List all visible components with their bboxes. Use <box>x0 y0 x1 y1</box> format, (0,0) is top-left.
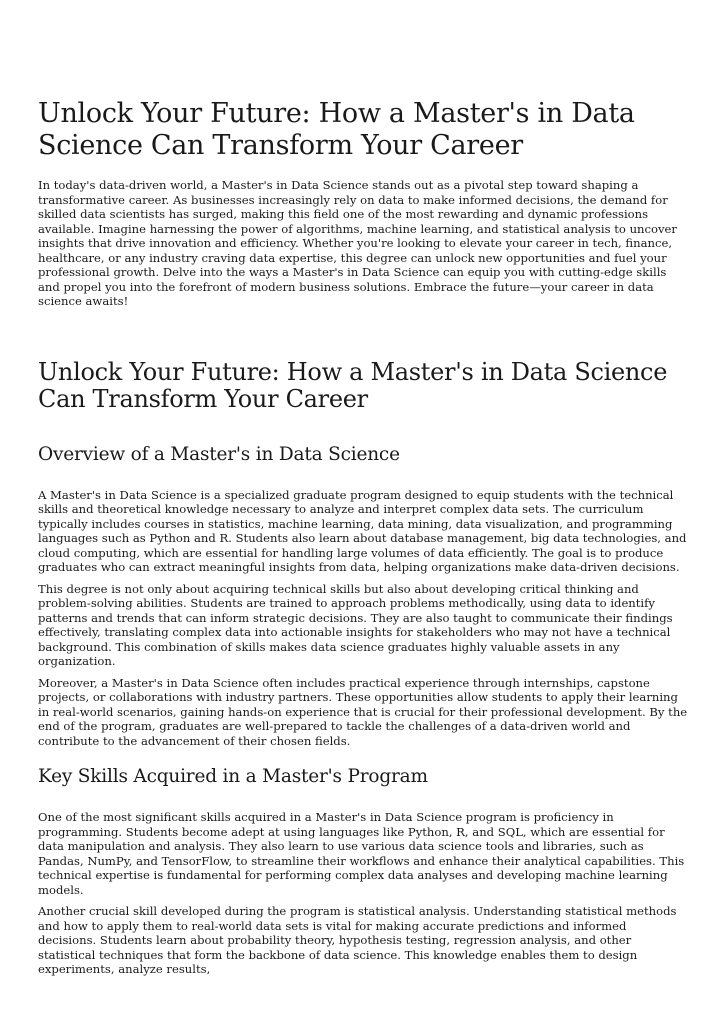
page-title: Unlock Your Future: How a Master's in Data Science Can Transform Your Career <box>38 98 635 161</box>
overview-paragraph-2: This degree is not only about acquiring technical skills but also about developing critical thinking and problem-solving abilities. Students are trained to approach problems methodically, using data to identify patterns and trends that can inform strategic decisions. They are also taught to communicate their findings effectively, translating complex data into actionable insights for stakeholders who may not have a technical background. This combination of skills makes data science graduates highly valuable assets in any organization. <box>38 581 673 668</box>
skills-paragraph-2: Another crucial skill developed during the program is statistical analysis. Understanding statistical methods and how to apply them to real-world data sets is vital for making accurate predictions and informed decisions. Students learn about probability theory, hypothesis testing, regression analysis, and other statistical techniques that form the backbone of data science. This knowledge enables them to design experiments, analyze results, <box>38 904 677 976</box>
section-heading-overview: Overview of a Master's in Data Science <box>38 443 400 465</box>
section-heading-key-skills: Key Skills Acquired in a Master's Program <box>38 766 428 787</box>
article-subtitle: Unlock Your Future: How a Master's in Data Science Can Transform Your Career <box>38 357 668 413</box>
skills-paragraph-1: One of the most significant skills acquired in a Master's in Data Science program is proficiency in programming. Students become adept at using languages like Python, R, and SQL, which are essential for data manipulation and analysis. They also learn to use various data science tools and libraries, such as Pandas, NumPy, and TensorFlow, to streamline their workflows and enhance their analytical capabilities. This technical expertise is fundamental for performing complex data analyses and developing machine learning models. <box>38 810 685 897</box>
intro-paragraph: In today's data-driven world, a Master's in Data Science stands out as a pivotal step toward shaping a transformative career. As businesses increasingly rely on data to make informed decisions, the demand for skilled data scientists has surged, making this field one of the most rewarding and dynamic professions available. Imagine harnessing the power of algorithms, machine learning, and statistical analysis to uncover insights that drive innovation and efficiency. Whether you're looking to elevate your career in tech, finance, healthcare, or any industry craving data expertise, this degree can unlock new opportunities and fuel your professional growth. Delve into the ways a Master's in Data Science can equip you with cutting-edge skills and propel you into the forefront of modern business solutions. Embrace the future—your career in data science awaits! <box>38 178 677 308</box>
overview-paragraph-3: Moreover, a Master's in Data Science often includes practical experience through internships, capstone projects, or collaborations with industry partners. These opportunities allow students to apply their learning in real-world scenarios, gaining hands-on experience that is crucial for their professional development. By the end of the program, graduates are well-prepared to tackle the challenges of a data-driven world and contribute to the advancement of their chosen fields. <box>38 675 688 748</box>
overview-paragraph-1: A Master's in Data Science is a specialized graduate program designed to equip students with the technical skills and theoretical knowledge necessary to analyze and interpret complex data sets. The curriculum typically includes courses in statistics, machine learning, data mining, data visualization, and programming languages such as Python and R. Students also learn about database management, big data technologies, and cloud computing, which are essential for handling large volumes of data efficiently. The goal is to produce graduates who can extract meaningful insights from data, helping organizations make data-driven decisions. <box>38 487 687 574</box>
article <box>38 98 688 984</box>
